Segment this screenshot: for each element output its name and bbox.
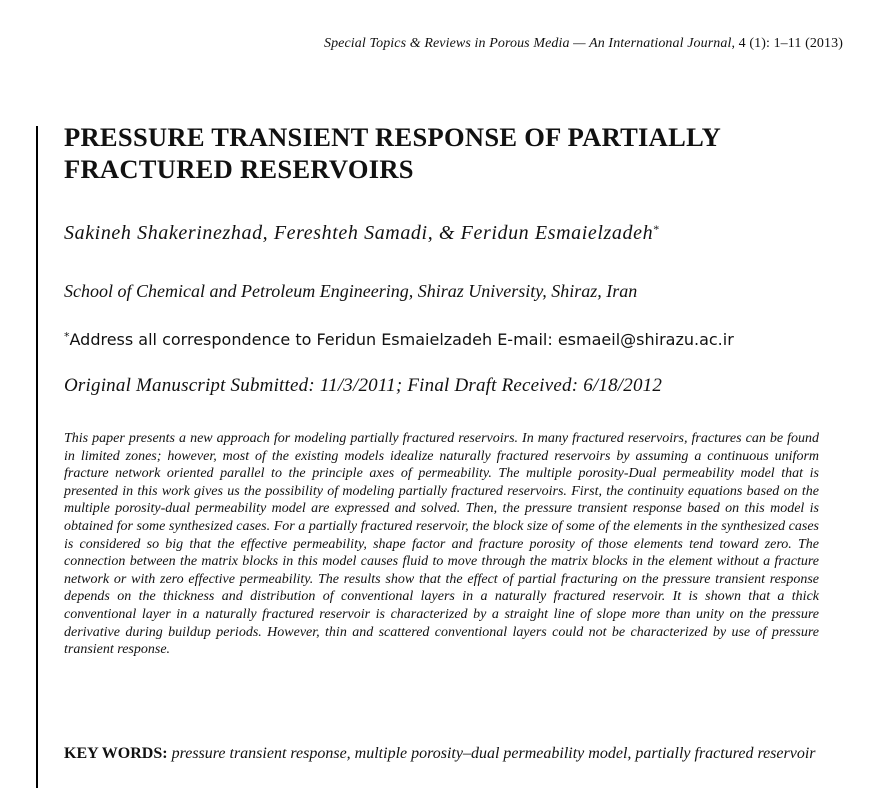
keywords [64,745,834,763]
keywords-label: KEY WORDS: [64,745,168,762]
keywords-text: pressure transient response, multiple porosity–dual permeability model, partially fractured reservoir [167,745,816,762]
affiliation: School of Chemical and Petroleum Engineering, Shiraz University, Shiraz, Iran [64,281,638,301]
correspondence-marker: * [64,330,70,343]
journal-header [324,36,843,52]
left-margin-rule [36,126,38,788]
paper-title: PRESSURE TRANSIENT RESPONSE OF PARTIALLY FRACTURED RESERVOIRS [64,122,721,184]
manuscript-dates: Original Manuscript Submitted: 11/3/2011; Final Draft Received: 6/18/2012 [64,375,663,396]
author-names: Sakineh Shakerinezhad, Fereshteh Samadi, & Feridun Esmaielzadeh [64,222,654,244]
correspondence-note [64,330,734,349]
abstract: This paper presents a new approach for modeling partially fractured reservoirs. In many fractured reservoirs, fractures can be found in limited zones; however, most of the existing models idealize naturally fractured reservoirs by assuming a continuous uniform fracture network oriented parallel to the principle axes of permeability. The multiple porosity-Dual permeability model that is presented in this work gives us the possibility of modeling partially fractured reservoirs. First, the continuity equations based on the multiple porosity-dual permeability model are expressed and solved. Then, the pressure transient response based on this model is obtained for some synthesized cases. For a partially fractured reservoir, the block size of some of the elements in the synthesized cases is considered so big that the effective permeability, shape factor and fracture porosity of those elements tend toward zero. The connection between the matrix blocks in this model causes fluid to move through the matrix blocks in the element without a fracture network or with zero effective permeability. The results show that the effect of partial fracturing on the pressure transient response depends on the thickness and distribution of conventional layers in a naturally fractured reservoir. It is shown that a thick conventional layer in a naturally fractured reservoir is characterized by a straight line of slope more than unity on the pressure derivative during buildup periods. However, thin and scattered conventional layers could not be characterized by use of pressure transient response. [64,431,819,658]
author-list [64,222,660,245]
journal-name: Special Topics & Reviews in Porous Media — An International Journal [323,36,732,51]
correspondence-text: Address all correspondence to Feridun Esmaielzadeh E-mail: esmaeil@shirazu.ac.ir [69,330,734,349]
corresponding-author-marker: * [653,222,660,236]
journal-citation: , 4 (1): 1–11 (2013) [731,36,843,51]
